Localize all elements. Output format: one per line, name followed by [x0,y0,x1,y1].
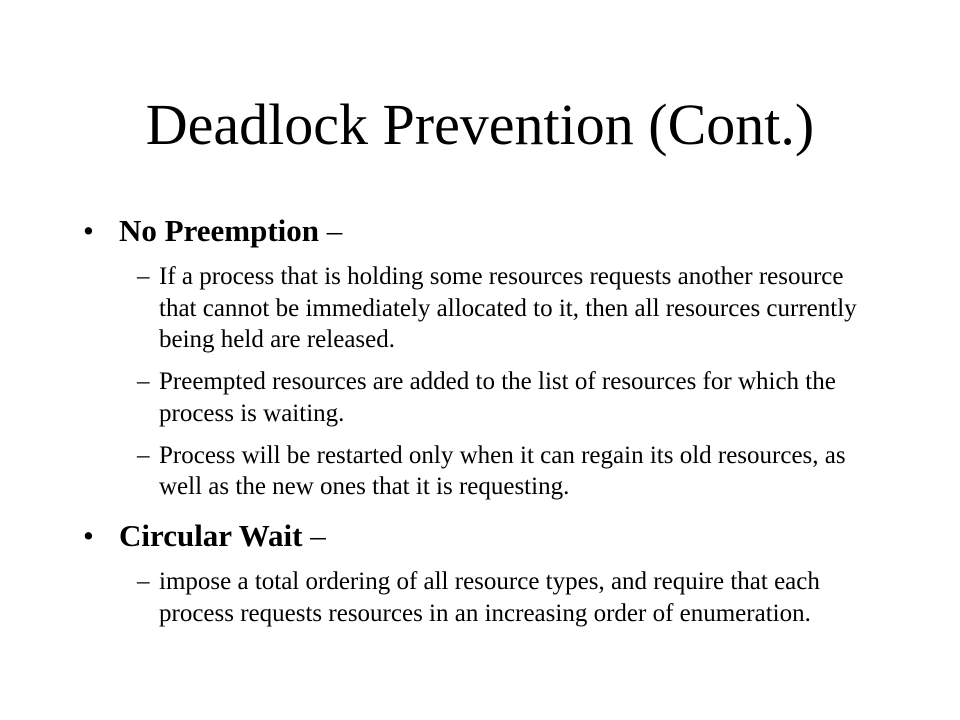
dash-icon: – [137,441,150,469]
list-item [83,366,883,430]
bullet-dot-icon: • [83,518,94,553]
list-item-text: Process will be restarted only when it can regain its old resources, as well as the new ones that it is requesting. [159,441,846,501]
list-item [83,440,883,504]
sublist-no-preemption [83,261,883,503]
list-item [83,566,883,630]
bullet-circular-wait [83,517,883,556]
bullet-no-preemption [83,212,883,251]
bullet-suffix: – [302,518,326,553]
list-item-text: If a process that is holding some resources requests another resource that cannot be immediately allocated to it, then all resources currently being held are released. [159,262,857,354]
slide-title: Deadlock Prevention (Cont.) [145,92,815,157]
slide-content [83,212,883,643]
bullet-dot-icon: • [83,213,94,248]
list-item-text: impose a total ordering of all resource types, and require that each process requests resources in an increasing order of enumeration. [159,567,820,627]
bullet-suffix: – [319,213,343,248]
list-item [83,261,883,356]
dash-icon: – [137,262,150,290]
bullet-heading: Circular Wait [119,518,303,553]
sublist-circular-wait [83,566,883,630]
dash-icon: – [137,368,150,395]
dash-icon: – [137,567,150,595]
bullet-heading: No Preemption [119,213,320,248]
list-item-text: Preempted resources are added to the list of resources for which the process is waiting. [159,368,836,427]
